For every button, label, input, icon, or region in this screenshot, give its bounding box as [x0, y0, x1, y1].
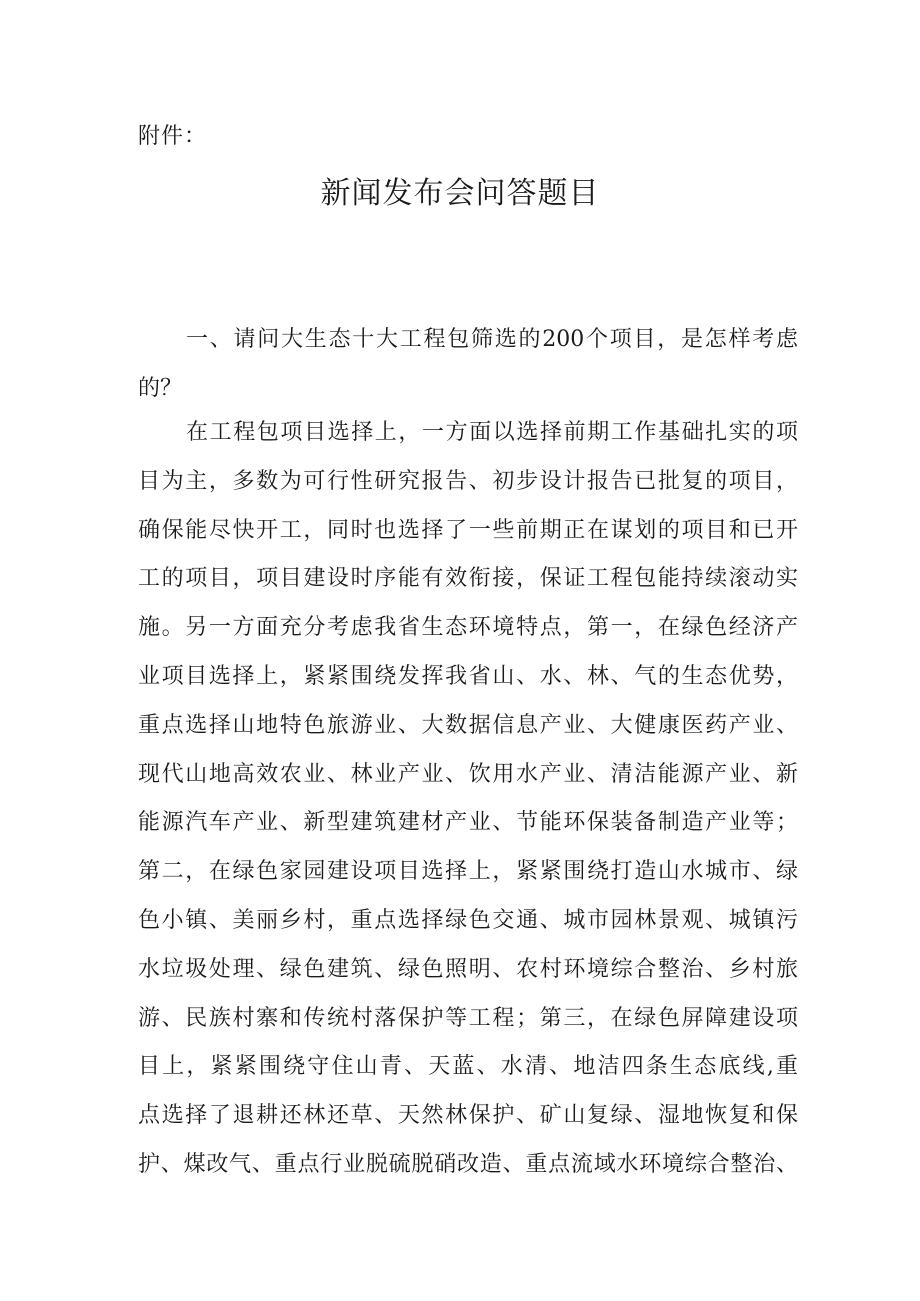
answer-line: 游、民族村寨和传统村落保护等工程；第三，在绿色屏障建设项 [138, 1005, 798, 1031]
answer-line: 目为主，多数为可行性研究报告、初步设计报告已批复的项目， [138, 468, 798, 494]
answer-line: 能源汽车产业、新型建筑建材产业、节能环保装备制造产业等； [138, 810, 798, 836]
answer-line: 色小镇、美丽乡村，重点选择绿色交通、城市园林景观、城镇污 [138, 907, 798, 933]
answer-line: 现代山地高效农业、林业产业、饮用水产业、清洁能源产业、新 [138, 761, 798, 787]
answer-line: 重点选择山地特色旅游业、大数据信息产业、大健康医药产业、 [138, 712, 798, 738]
answer-line: 施。另一方面充分考虑我省生态环境特点，第一，在绿色经济产 [138, 615, 798, 641]
attachment-label: 附件： [138, 124, 208, 149]
answer-line: 工的项目，项目建设时序能有效衔接，保证工程包能持续滚动实 [138, 566, 798, 592]
answer-line: 第二，在绿色家园建设项目选择上，紧紧围绕打造山水城市、绿 [138, 859, 798, 885]
answer-line: 确保能尽快开工，同时也选择了一些前期正在谋划的项目和已开 [138, 517, 798, 543]
question-paragraph [138, 316, 798, 414]
answer-paragraph [138, 409, 798, 1190]
question-line: 的？ [138, 375, 183, 401]
answer-line: 水垃圾处理、绿色建筑、绿色照明、农村环境综合整治、乡村旅 [138, 956, 798, 982]
answer-line: 点选择了退耕还林还草、天然林保护、矿山复绿、湿地恢复和保 [138, 1103, 798, 1129]
answer-line: 在工程包项目选择上，一方面以选择前期工作基础扎实的项 [186, 420, 798, 445]
answer-line: 业项目选择上，紧紧围绕发挥我省山、水、林、气的生态优势， [138, 663, 798, 689]
question-line: 一、请问大生态十大工程包筛选的200个项目，是怎样考虑 [186, 327, 798, 352]
answer-line: 目上，紧紧围绕守住山青、天蓝、水清、地洁四条生态底线,重 [138, 1054, 798, 1080]
answer-line: 护、煤改气、重点行业脱硫脱硝改造、重点流域水环境综合整治、 [138, 1151, 798, 1177]
document-title: 新闻发布会问答题目 [320, 176, 600, 211]
